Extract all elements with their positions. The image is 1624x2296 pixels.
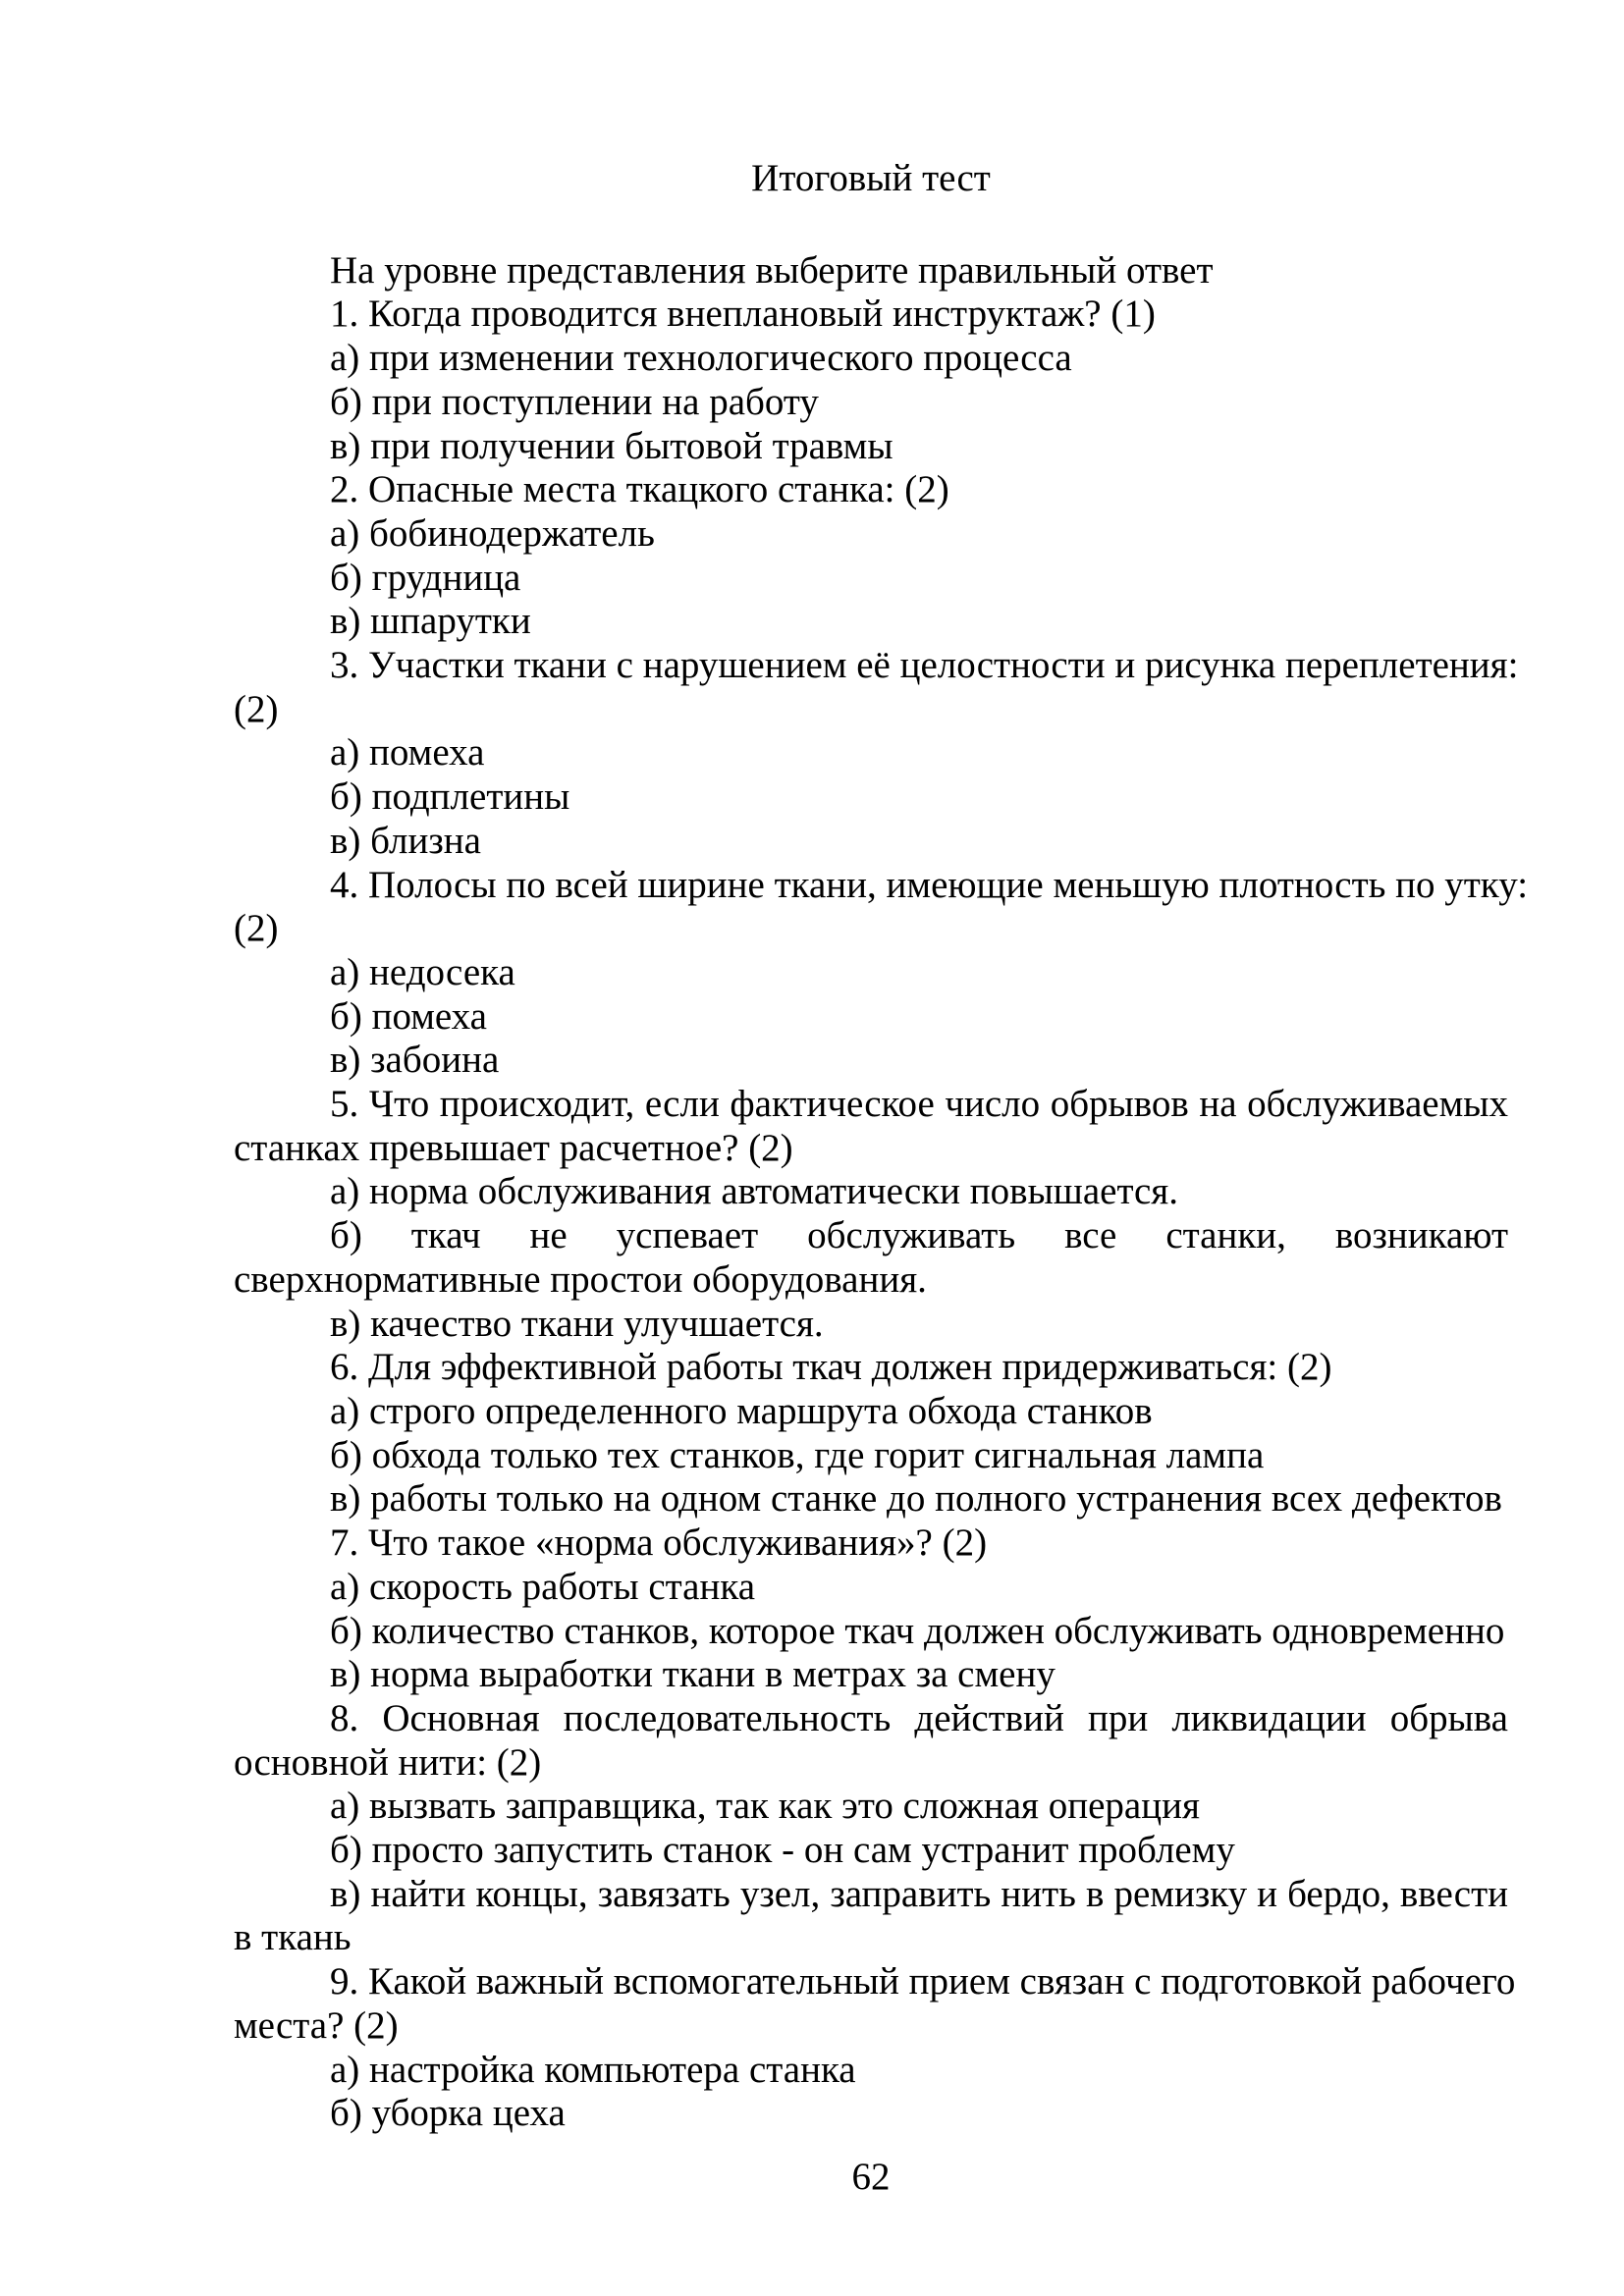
text-line: 1. Когда проводится внеплановый инструктаж? (1) [330,293,1156,336]
text-line: б) грудница [330,556,521,599]
text-line: 5. Что происходит, если фактическое число обрывов на обслуживаемых [330,1083,1508,1126]
text-line: б) при поступлении на работу [330,380,819,423]
text-line: сверхнормативные простои оборудования. [234,1257,927,1301]
text-line: в) при получении бытовой травмы [330,424,893,467]
text-line: в ткань [234,1916,352,1959]
page-number: 62 [851,2156,891,2198]
text-line: в) норма выработки ткани в метрах за смену [330,1653,1056,1696]
text-line: б) ткач не успевает обслуживать все станки, возникают [330,1214,1508,1257]
text-line: б) количество станков, которое ткач должен обслуживать одновременно [330,1609,1505,1652]
text-line: основной нити: (2) [234,1740,542,1784]
text-line: в) шпарутки [330,600,531,643]
text-line: в) качество ткани улучшается. [330,1302,824,1345]
text-line: 4. Полосы по всей ширине ткани, имеющие меньшую плотность по утку: [330,863,1529,906]
text-line: в) работы только на одном станке до полного устранения всех дефектов [330,1477,1502,1521]
text-line: 3. Участки ткани с нарушением её целостности и рисунка переплетения: [330,644,1519,687]
text-line: На уровне представления выберите правильный ответ [330,248,1214,292]
text-line: а) недосека [330,950,515,993]
text-line: а) при изменении технологического процесса [330,337,1072,380]
text-line: б) помеха [330,994,487,1038]
text-line: а) настройка компьютера станка [330,2048,856,2091]
text-line: б) уборка цеха [330,2092,566,2135]
text-line: 7. Что такое «норма обслуживания»? (2) [330,1522,988,1565]
text-line: б) обхода только тех станков, где горит сигнальная лампа [330,1433,1265,1476]
text-line: 2. Опасные места ткацкого станка: (2) [330,468,949,511]
text-line: (2) [234,907,279,950]
text-line: а) строго определенного маршрута обхода станков [330,1389,1153,1432]
text-line: (2) [234,687,279,730]
document-content [234,157,1529,2136]
text-line: места? (2) [234,2003,399,2047]
text-line: а) вызвать заправщика, так как это сложная операция [330,1785,1200,1828]
page-title: Итоговый тест [751,157,991,199]
text-line: б) просто запустить станок - он сам устранит проблему [330,1829,1235,1872]
text-line: 8. Основная последовательность действий при ликвидации обрыва [330,1696,1508,1739]
text-line: станках превышает расчетное? (2) [234,1126,793,1169]
text-line: в) найти концы, завязать узел, заправить нить в ремизку и бердо, ввести [330,1872,1508,1915]
text-line: а) помеха [330,731,485,774]
text-line: а) норма обслуживания автоматически повышается. [330,1170,1178,1213]
text-line: б) подплетины [330,775,570,819]
document-lines [234,248,1529,2136]
text-line: а) скорость работы станка [330,1565,755,1608]
text-line: в) близна [330,819,481,862]
text-line: 6. Для эффективной работы ткач должен придерживаться: (2) [330,1346,1332,1389]
text-line: в) забоина [330,1039,500,1082]
text-line: а) бобинодержатель [330,511,655,555]
text-line: 9. Какой важный вспомогательный прием связан с подготовкой рабочего [330,1960,1516,2003]
